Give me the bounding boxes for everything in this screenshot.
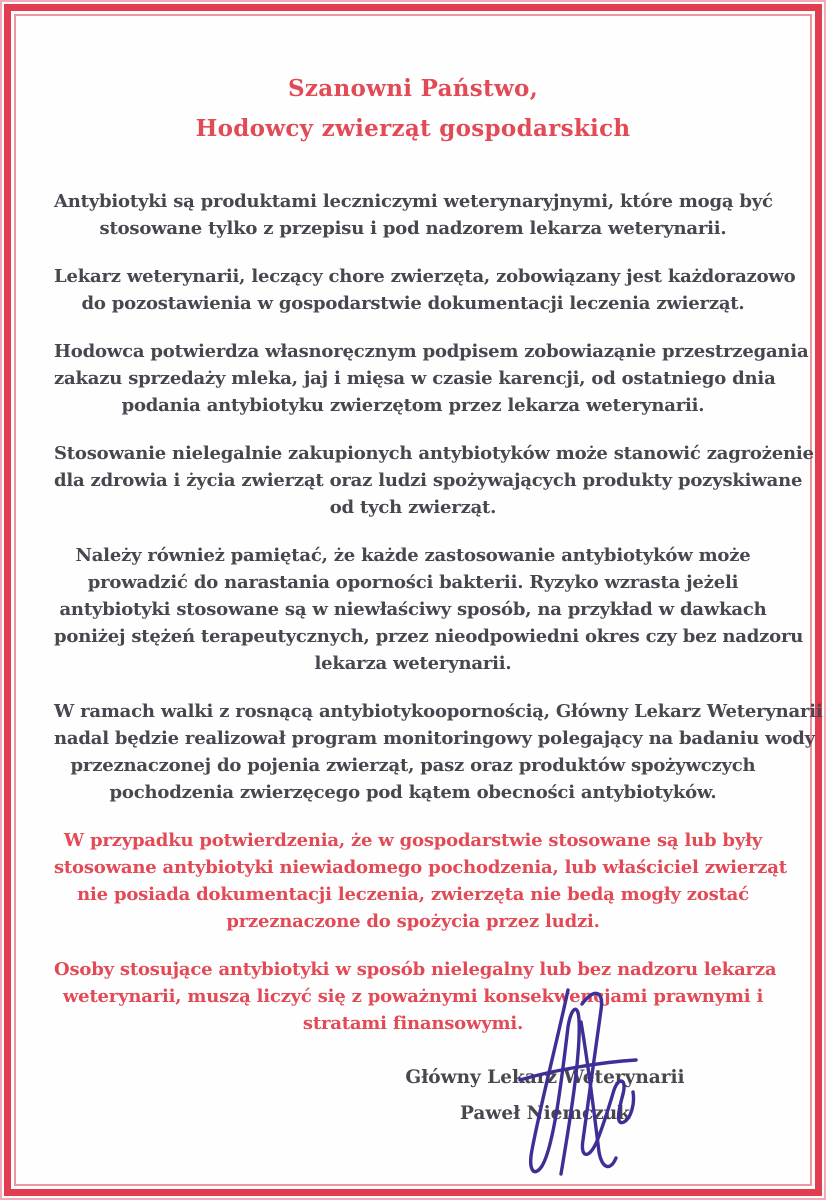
paragraph-line: stratami finansowymi. [302,1013,524,1034]
paragraph-farmer-obligation [54,338,809,419]
signatory-title: Główny Lekarz Weterynarii [405,1067,685,1088]
paragraph-line: stosowane tylko z przepisu i pod nadzorem lekarza weterynarii. [99,218,727,239]
paragraph-consequences-animals [54,827,787,935]
salutation-line: Szanowni Państwo, [287,75,539,102]
paragraph-line: antybiotyki stosowane są w niewłaściwy sposób, na przykład w dawkach [59,599,767,620]
paragraph-line: poniżej stężeń terapeutycznych, przez nieodpowiedni okres czy bez nadzoru [54,626,804,647]
paragraph-line: Lekarz weterynarii, leczący chore zwierzęta, zobowiązany jest każdorazowo [54,266,796,287]
paragraph-line: przeznaczone do spożycia przez ludzi. [226,911,600,932]
paragraph-line: dla zdrowia i życia zwierząt oraz ludzi spożywających produkty pozyskiwane [54,470,803,491]
paragraph-line: Osoby stosujące antybiotyki w sposób nielegalny lub bez nadzoru lekarza [54,959,777,980]
paragraph-line: prowadzić do narastania oporności bakterii. Ryzyko wzrasta jeżeli [87,572,739,593]
paragraph-line: stosowane antybiotyki niewiadomego pochodzenia, lub właściciel zwierząt [54,857,787,878]
signature-block [186,1064,826,1127]
paragraph-line: przeznaczonej do pojenia zwierząt, pasz oraz produktów spożywczych [70,755,756,776]
paragraph-line: W ramach walki z rosnącą antybiotykoopornością, Główny Lekarz Weterynarii [54,701,823,722]
paragraph-line: Hodowca potwierdza własnoręcznym podpisem zobowiaząnie przestrzegania [54,341,809,362]
signatory-name: Paweł Niemczuk [460,1103,630,1124]
paragraph-monitoring-program [54,698,823,806]
paragraph-antibiotics-definition [54,188,772,242]
paragraph-line: Stosowanie nielegalnie zakupionych antybiotyków może stanowić zagrożenie [54,443,814,464]
letter-heading [54,74,772,144]
paragraph-vet-documentation [54,263,796,317]
paragraph-line: Antybiotyki są produktami leczniczymi weterynaryjnymi, które mogą być [54,191,773,212]
paragraph-line: lekarza weterynarii. [314,653,512,674]
paragraph-consequences-legal [54,956,777,1037]
paragraph-line: od tych zwierząt. [329,497,497,518]
paragraph-line: Należy również pamiętać, że każde zastosowanie antybiotyków może [75,545,751,566]
paragraph-resistance-warning [54,542,804,677]
paragraph-line: pochodzenia zwierzęcego pod kątem obecności antybiotyków. [109,782,717,803]
paragraph-line: nie posiada dokumentacji leczenia, zwierzęta nie bedą mogły zostać [77,884,749,905]
paragraph-illegal-antibiotics-risk [54,440,814,521]
paragraph-line: nadal będzie realizował program monitoringowy polegający na badaniu wody [54,728,815,749]
letter-body [16,16,823,1184]
paragraph-line: W przypadku potwierdzenia, że w gospodarstwie stosowane są lub były [63,830,763,851]
paragraph-line: weterynarii, muszą liczyć się z poważnymi konsekwencjami prawnymi i [62,986,764,1007]
paragraph-line: do pozostawienia w gospodarstwie dokumentacji leczenia zwierząt. [81,293,745,314]
paragraph-line: zakazu sprzedaży mleka, jaj i mięsa w czasie karencji, od ostatniego dnia [54,368,776,389]
paragraph-line: podania antybiotyku zwierzętom przez lekarza weterynarii. [121,395,705,416]
addressee-line: Hodowcy zwierząt gospodarskich [195,115,631,142]
